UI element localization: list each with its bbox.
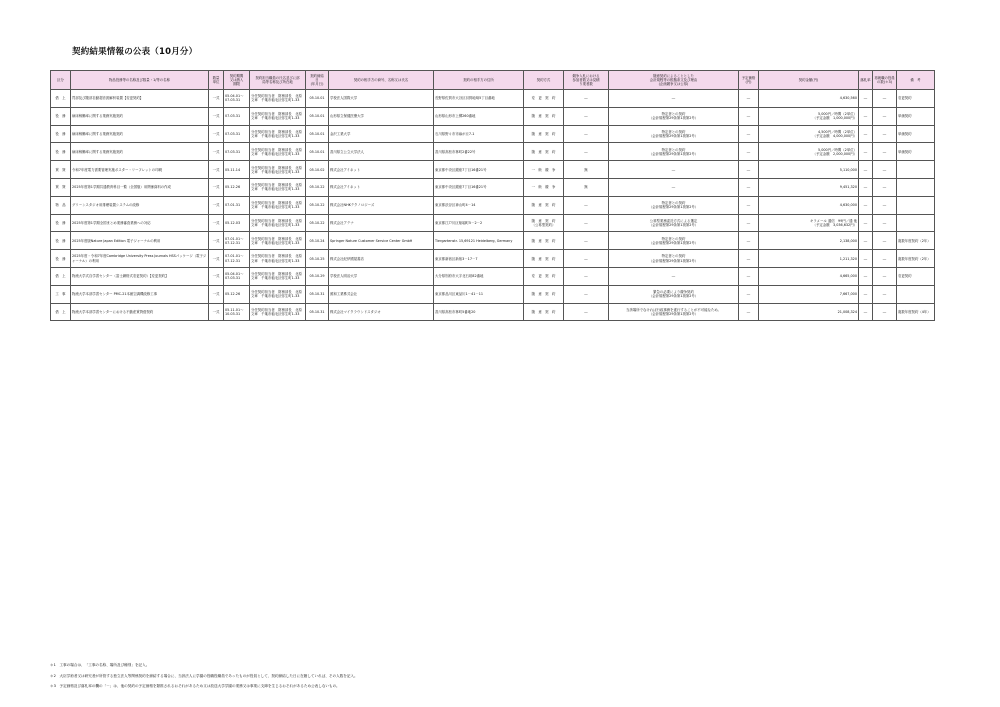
table-cell: 05.11.01～ 10.03.31 <box>224 303 250 321</box>
table-cell: ― <box>873 107 897 125</box>
header-row <box>51 71 935 90</box>
column-header: 契約方式 <box>524 71 564 90</box>
table-cell: 複数年度契約（2年） <box>897 232 935 250</box>
column-header: 物品役務等の名称及び数量・1/等の名称 <box>71 71 209 90</box>
table-cell: 05.04.01～ 07.03.31 <box>224 90 250 108</box>
table-cell: 変 更 契 約 <box>524 90 564 108</box>
table-cell: ― <box>564 303 609 321</box>
table-cell: ― <box>739 250 759 268</box>
table-cell: 05.10.01 <box>306 125 329 143</box>
column-header: 予定価格 (円) <box>739 71 759 90</box>
table-cell: 単価契約 <box>897 125 935 143</box>
table-cell: 無 <box>564 178 609 196</box>
table-cell: 一式 <box>209 196 224 214</box>
table-cell: 香川県高松市林町5番地20 <box>434 303 524 321</box>
table-cell: 病床稼働率に関する業務実施契約 <box>71 107 209 125</box>
table-cell: 株式会社アイネット <box>329 161 434 179</box>
table-cell: 役 務 <box>51 250 71 268</box>
table-cell: 役 務 <box>51 125 71 143</box>
table-cell: 随 意 契 約 <box>524 107 564 125</box>
table-cell: 分任契約担当者 財務部長 北原 文章 千葉市稲毛区弥生町1-33 <box>250 214 306 232</box>
table-cell: 21,008,324 <box>759 303 859 321</box>
table-cell: ― <box>859 125 873 143</box>
table-cell: ― <box>739 107 759 125</box>
table-cell: 一式 <box>209 267 224 285</box>
table-cell: 一式 <box>209 250 224 268</box>
table-cell: 単価契約 <box>897 143 935 161</box>
table-cell: 一式 <box>209 90 224 108</box>
table-cell: 05.11.14 <box>224 161 250 179</box>
table-cell: 単価契約 <box>897 107 935 125</box>
table-cell: 2025年度第1学期共通教育科目一覧（全国版）用関係資料の作成 <box>71 178 209 196</box>
table-cell: 株式会社紀伊國屋書店 <box>329 250 434 268</box>
table-cell: ― <box>873 250 897 268</box>
table-cell: 変 更 契 約 <box>524 267 564 285</box>
table-cell: 東京都渋谷区神山町4－14 <box>434 196 524 214</box>
table-cell: ― <box>873 90 897 108</box>
table-cell: 一 般 競 争 <box>524 178 564 196</box>
table-cell: 05.10.31 <box>306 303 329 321</box>
table-cell: 山形県山形市上柳260番地 <box>434 107 524 125</box>
table-cell <box>897 161 935 179</box>
table-row <box>51 161 935 179</box>
table-cell: 特定者との契約 （会計規程第29条第1項第2号） <box>609 250 739 268</box>
table-cell: 07.03.31 <box>224 107 250 125</box>
table-cell: ― <box>609 178 739 196</box>
table-cell: 特定者との契約 （会計規程第29条第1項第2号） <box>609 107 739 125</box>
column-header: 再就職の役員 の数(＊3) <box>873 71 897 90</box>
table-cell: ― <box>859 214 873 232</box>
footnotes <box>50 660 358 692</box>
table-cell: ― <box>859 178 873 196</box>
table-cell: ― <box>564 267 609 285</box>
table-cell: 学校法人明治大学 <box>329 267 434 285</box>
table-cell: 4,630,560 <box>759 90 859 108</box>
table-cell: 7,667,000 <box>759 285 859 303</box>
table-cell: 一式 <box>209 303 224 321</box>
table-cell: ― <box>873 232 897 250</box>
table-cell: 5,000円／時間（2単位） （予定金額 1,000,000円） <box>759 107 859 125</box>
table-row <box>51 143 935 161</box>
table-cell: ― <box>873 161 897 179</box>
table-row <box>51 125 935 143</box>
table-cell: 東京都中央区銀座7丁目16番21号 <box>434 178 524 196</box>
table-cell: ― <box>564 214 609 232</box>
table-cell: 分任契約担当者 財務部長 北原 文章 千葉市稲毛区弥生町1-33 <box>250 232 306 250</box>
table-cell: 物流大学本部学習センターにおける不動産賃貸借契約 <box>71 303 209 321</box>
table-cell: 05.12.03 <box>224 214 250 232</box>
column-header: 随意契約によることとした 会計規程等の根拠条文及び理由 (企画競争又は公募) <box>609 71 739 90</box>
table-cell <box>897 196 935 214</box>
table-cell: 複数年度契約（4年） <box>897 303 935 321</box>
table-cell: ― <box>609 267 739 285</box>
table-cell: ― <box>739 303 759 321</box>
table-cell: ― <box>873 178 897 196</box>
table-cell <box>897 285 935 303</box>
table-cell: 07.03.31 <box>224 125 250 143</box>
table-cell <box>897 178 935 196</box>
table-cell: ― <box>859 196 873 214</box>
table-cell: 05.10.01 <box>306 90 329 108</box>
footnote: ＊3 予定価格及び落札率の欄の「－」は、他の契約の予定価格を類推されるおそれがあるため又は放送大学学園の業務又は事業に支障を生じるおそれがあるため公表しないもの。 <box>50 684 340 688</box>
table-cell: 胃部及び腹部自動超音波解析装置【変更契約】 <box>71 90 209 108</box>
table-cell: ― <box>739 267 759 285</box>
table-row <box>51 107 935 125</box>
table-cell: ― <box>739 285 759 303</box>
table-cell: ― <box>564 250 609 268</box>
table-cell: 変更契約 <box>897 90 935 108</box>
table-cell: 山形県立保健医療大学 <box>329 107 434 125</box>
table-cell: 一式 <box>209 125 224 143</box>
table-cell: 一式 <box>209 214 224 232</box>
column-header: 区分 <box>51 71 71 90</box>
table-cell: 賃 貸 <box>51 161 71 179</box>
table-row <box>51 90 935 108</box>
table-cell: 一式 <box>209 143 224 161</box>
table-cell: 05.04.01～ 07.03.31 <box>224 267 250 285</box>
column-header: 数量 単位 <box>209 71 224 90</box>
table-cell: ― <box>859 161 873 179</box>
column-header: 契約金額(円) <box>759 71 859 90</box>
table-row <box>51 232 935 250</box>
table-cell: ― <box>873 303 897 321</box>
table-row <box>51 250 935 268</box>
table-cell: 4,665,000 <box>759 267 859 285</box>
column-header: 落札率 <box>859 71 873 90</box>
table-cell: ― <box>873 214 897 232</box>
table-cell: 一式 <box>209 178 224 196</box>
table-cell: ― <box>739 178 759 196</box>
table-cell: 複数年度契約（2年） <box>897 250 935 268</box>
table-cell: ― <box>739 161 759 179</box>
table-cell: 分任契約担当者 財務部長 北原 文章 千葉市稲毛区弥生町1-33 <box>250 250 306 268</box>
table-cell: 9,451,320 <box>759 178 859 196</box>
table-cell: ― <box>564 90 609 108</box>
table-cell: 随 意 契 約 <box>524 285 564 303</box>
table-cell: ― <box>873 285 897 303</box>
table-row <box>51 196 935 214</box>
table-cell: 工 事 <box>51 285 71 303</box>
table-cell: 役 務 <box>51 232 71 250</box>
table-cell: 役 務 <box>51 214 71 232</box>
table-cell: 05.10.29 <box>306 267 329 285</box>
table-cell: Springer Nature Customer Service Center GmbH <box>329 232 434 250</box>
table-cell: 一式 <box>209 232 224 250</box>
table-cell: ― <box>739 143 759 161</box>
table-cell: 緊急の必要により競争契約 （会計規程第29条第1項第2号） <box>609 285 739 303</box>
table-cell: 4,630,000 <box>759 196 859 214</box>
table-cell: 株式会社NHKテクノロジーズ <box>329 196 434 214</box>
table-cell: 随 意 契 約 <box>524 250 564 268</box>
table-cell: ― <box>609 90 739 108</box>
table-cell: 香川県立公立大学法人 <box>329 143 434 161</box>
table-cell: 07.01.01～ 07.12.31 <box>224 232 250 250</box>
table-cell: 病床稼働率に関する業務実施契約 <box>71 125 209 143</box>
table-row <box>51 178 935 196</box>
table-cell: 借 上 <box>51 267 71 285</box>
table-cell: 随 意 契 約 <box>524 125 564 143</box>
column-header: 契約担当職員の氏名並びに部 局等名称及び所在地 <box>250 71 306 90</box>
table-cell: 学校法人国際大学 <box>329 90 434 108</box>
table-cell: ― <box>564 107 609 125</box>
table-cell: 分任契約担当者 財務部長 北原 文章 千葉市稲毛区弥生町1-33 <box>250 267 306 285</box>
table-row <box>51 303 935 321</box>
table-cell: 賃 貸 <box>51 178 71 196</box>
table-cell: 随 意 契 約 （公募型契約） <box>524 214 564 232</box>
table-cell: キラメール 通信 99円／通 他 （予定金額 3,036,632円） <box>759 214 859 232</box>
table-cell: ― <box>739 232 759 250</box>
column-header: 契約締結 日 (年月日) <box>306 71 329 90</box>
table-cell: ― <box>859 90 873 108</box>
table-cell: グリーンスタジオ用排煙装置システムの改修 <box>71 196 209 214</box>
table-cell: 2025年度・令和7年度Cambridge University Press Journals HSSパッケージ（電子ジャーナル）の利用 <box>71 250 209 268</box>
column-header: 契約期間 又は納入 期限 <box>224 71 250 90</box>
table-cell: ― <box>873 125 897 143</box>
table-cell: 2,138,000 <box>759 232 859 250</box>
table-cell: 役 務 <box>51 143 71 161</box>
table-cell: 一式 <box>209 107 224 125</box>
table-cell: 照和工業株式会社 <box>329 285 434 303</box>
table-cell: ― <box>859 250 873 268</box>
table-cell: 借 上 <box>51 303 71 321</box>
table-row <box>51 267 935 285</box>
table-cell: 分任契約担当者 財務部長 北原 文章 千葉市稲毛区弥生町1-33 <box>250 125 306 143</box>
column-header: 備 考 <box>897 71 935 90</box>
table-cell: 株式会社マイクラウンドスタジオ <box>329 303 434 321</box>
table-cell: 特定者との契約 （会計規程第29条第1項第2号） <box>609 232 739 250</box>
table-cell: ― <box>859 303 873 321</box>
table-cell: ― <box>739 214 759 232</box>
table-cell: 病床稼働率に関する業務実施契約 <box>71 143 209 161</box>
table-cell: 石川県野々市市扇が丘7-1 <box>434 125 524 143</box>
table-cell: 5,110,000 <box>759 161 859 179</box>
table-cell: 2025年度版Nature Japan Edition 電子ジャーナルの利用 <box>71 232 209 250</box>
table-cell: 株式会社アテナ <box>329 214 434 232</box>
table-cell: 一式 <box>209 161 224 179</box>
table-cell: 05.10.22 <box>306 178 329 196</box>
table-cell: 07.03.31 <box>224 143 250 161</box>
table-cell: 大分県別府市大字北石垣82番地 <box>434 267 524 285</box>
table-cell: 随 意 契 約 <box>524 196 564 214</box>
table-cell: 05.10.25 <box>306 250 329 268</box>
table-cell: 05.10.01 <box>306 107 329 125</box>
table-cell: 香川県高松市林町2番22号 <box>434 143 524 161</box>
table-cell: 05.12.26 <box>224 285 250 303</box>
table-cell: 1,211,320 <box>759 250 859 268</box>
table-cell: ― <box>739 90 759 108</box>
table-cell: ― <box>564 125 609 143</box>
table-cell: 金沢工業大学 <box>329 125 434 143</box>
table-cell: 当該場所でなければ行政事務を遂行することが不可能なため。 （会計規程第29条第1項第2号） <box>609 303 739 321</box>
table-cell: ― <box>564 232 609 250</box>
table-cell: 物流大学式自学習センター（富士網格式変更契約）【変更契約】 <box>71 267 209 285</box>
table-cell: 分任契約担当者 財務部長 北原 文章 千葉市稲毛区弥生町1-33 <box>250 90 306 108</box>
table-cell: 借 上 <box>51 90 71 108</box>
table-cell: ― <box>859 232 873 250</box>
table-cell: ― <box>859 285 873 303</box>
table-cell: 随 意 契 約 <box>524 143 564 161</box>
table-cell: ― <box>564 196 609 214</box>
table-cell: 物流大学本部学習センター PMC-21本館空調機改修工事 <box>71 285 209 303</box>
table-cell: 07.01.31 <box>224 196 250 214</box>
table-cell: 令和7年度電力需要管理実施ポスター・リーフレットの印刷 <box>71 161 209 179</box>
table-cell: ― <box>873 143 897 161</box>
table-row <box>51 285 935 303</box>
table-cell: 随 意 契 約 <box>524 303 564 321</box>
table-cell: 無 <box>564 161 609 179</box>
table-cell: 物 品 <box>51 196 71 214</box>
table-row <box>51 214 935 232</box>
table-cell: 東京都中央区銀座7丁目16番21号 <box>434 161 524 179</box>
table-cell: 05.10.24 <box>306 232 329 250</box>
footnote: ＊1 工事の場合は、「工事の名称、場所及び種別」を記入。 <box>50 663 150 667</box>
table-cell: 05.10.22 <box>306 196 329 214</box>
column-header: 契約の相手方の住所 <box>434 71 524 90</box>
table-cell: 分任契約担当者 財務部長 北原 文章 千葉市稲毛区弥生町1-33 <box>250 303 306 321</box>
table-cell: 東京都江戸川区船堀町5－2－2 <box>434 214 524 232</box>
table-cell: 東京都新宿区新宿3－17－7 <box>434 250 524 268</box>
table-cell: 特定者との契約 （会計規程第29条第1項第2号） <box>609 196 739 214</box>
column-header: 競争入札における 参加者数又は見積 り業者数 <box>564 71 609 90</box>
table-cell: ― <box>859 107 873 125</box>
table-cell: 5,000円／時間（2単位） （予定金額 2,000,000円） <box>759 143 859 161</box>
table-cell: 一式 <box>209 285 224 303</box>
table-cell: 分任契約担当者 財務部長 北原 文章 千葉市稲毛区弥生町1-33 <box>250 196 306 214</box>
table-cell: 役 務 <box>51 107 71 125</box>
table-cell: 4,500円／時間（2単位） （予定金額 4,000,000円） <box>759 125 859 143</box>
table-cell: 特定者との契約 （会計規程第29条第1項第2号） <box>609 143 739 161</box>
page-title: 契約結果情報の公表（10月分） <box>72 47 198 57</box>
table-body <box>51 90 935 321</box>
table-cell: 2025年度第1学期全国まとめ業務審査業務への対応 <box>71 214 209 232</box>
table-cell: ― <box>859 143 873 161</box>
table-cell: 分任契約担当者 財務部長 北原 文章 千葉市稲毛区弥生町1-33 <box>250 178 306 196</box>
table-cell: ― <box>739 196 759 214</box>
table-cell: 東京都品川区東品川1－41－11 <box>434 285 524 303</box>
table-cell: 株式会社アイネット <box>329 178 434 196</box>
table-cell: 05.10.22 <box>306 214 329 232</box>
table-cell: 分任契約担当者 財務部長 北原 文章 千葉市稲毛区弥生町1-33 <box>250 161 306 179</box>
table-cell: ― <box>873 196 897 214</box>
table-cell: 05.10.02 <box>306 161 329 179</box>
table-cell: 05.12.26 <box>224 178 250 196</box>
table-cell: 一 般 競 争 <box>524 161 564 179</box>
table-cell: 分任契約担当者 財務部長 北原 文章 千葉市稲毛区弥生町1-33 <box>250 285 306 303</box>
table-cell: 随 意 契 約 <box>524 232 564 250</box>
table-cell: ― <box>859 267 873 285</box>
table-cell: 公募型業務委託方式による選定 （会計規程第29条第1項第2号） <box>609 214 739 232</box>
table-cell: ― <box>564 285 609 303</box>
table-cell: ― <box>739 125 759 143</box>
table-cell: Tiergartenstr. 15,69121 Heidelberg, Germany <box>434 232 524 250</box>
table-cell <box>897 214 935 232</box>
table-cell: 長野県佐賀市大谷区羽賀地域5丁目番地 <box>434 90 524 108</box>
table-cell: ― <box>564 143 609 161</box>
contract-table <box>50 70 935 321</box>
column-header: 契約の相手方の商号、名称又は氏名 <box>329 71 434 90</box>
table-cell: 分任契約担当者 財務部長 北原 文章 千葉市稲毛区弥生町1-33 <box>250 107 306 125</box>
footnote: ＊2 大臣学術者又は研究者が所管する独立法人等関係契約を締結する場合に、当該法人に学園の役職役職員であったものが役員として、契約締結した日に在籍していれば、その人数を記入。 <box>50 673 358 678</box>
table-cell: ― <box>873 267 897 285</box>
table-cell: 分任契約担当者 財務部長 北原 文章 千葉市稲毛区弥生町1-33 <box>250 143 306 161</box>
table-cell: 07.01.01～ 07.12.31 <box>224 250 250 268</box>
table-cell: 05.10.31 <box>306 285 329 303</box>
table-cell: 変更契約 <box>897 267 935 285</box>
table-cell: 特定者との契約 （会計規程第29条第1項第2号） <box>609 125 739 143</box>
table-cell: 05.10.01 <box>306 143 329 161</box>
table-cell: ― <box>609 161 739 179</box>
